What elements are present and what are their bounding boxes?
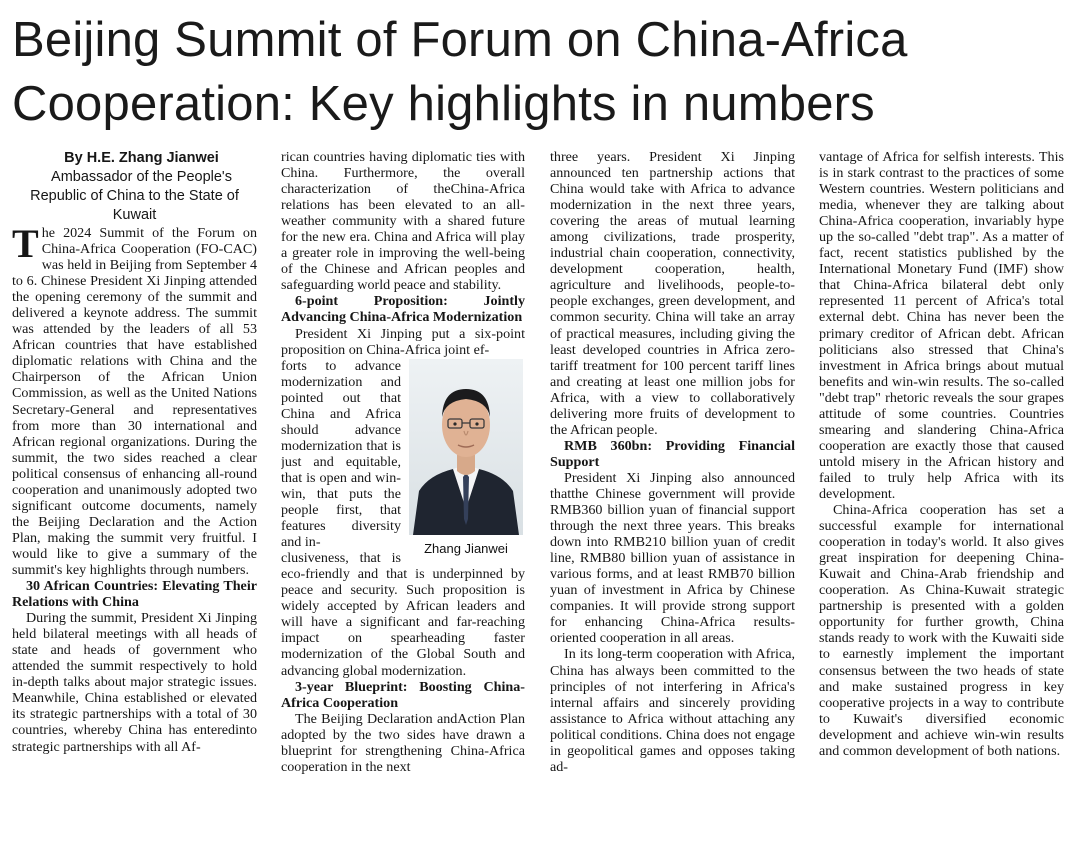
drop-cap: T (12, 221, 39, 266)
paragraph-bilateral-continued: rican countries having diplomatic ties with China. Furthermore, the overall characterization of theChina-Africa relations has been elevated to an all-weather community with a shared future for the new era. China and Africa will play a greater role in improving the well-being of the Chinese and African peoples and safeguarding world peace and stability. (281, 149, 525, 294)
author-photo-figure (407, 359, 525, 559)
subheading-rmb-360bn: RMB 360bn: Providing Financial Support (550, 437, 795, 470)
headline-line-1: Beijing Summit of Forum on China-Africa (12, 13, 908, 67)
paragraph-blueprint: The Beijing Declaration andAction Plan adopted by the two sides have drawn a blueprint for strengthening China-Africa cooperation in the next (281, 710, 525, 775)
lead-paragraph-text: he 2024 Summit of the Forum on China-Africa Cooperation (FO-CAC) was held in Beijing from September 4 to 6. Chinese President Xi Jinping attended the opening ceremony of the summit and delivered a keynote address. The summit was attended by the leaders of all 53 African countries that have established diplomatic relations with China and the Chairperson of the African Union Commission, as well as the United Nations Secretary-General and representatives from more than 30 international and African regional organizations. During the summit, the two sides reached a clear political consensus of enhancing all-round cooperation and unanimously adopted two significant outcome documents, namely the Beijing Declaration and the Action Plan, making the summit very fruitful. I would like to give a summary of the summit's key highlights through numbers. (12, 225, 257, 578)
headline-line-2: Cooperation: Key highlights in numbers (12, 77, 875, 131)
subheading-6-point: 6-point Proposition: Jointly Advancing China-Africa Modernization (281, 293, 525, 326)
lead-paragraph (12, 221, 257, 578)
article-column-2 (281, 149, 525, 839)
paragraph-proposition-intro: President Xi Jinping put a six-point proposition on China-Africa joint ef- (281, 325, 525, 358)
article-column-3 (550, 149, 795, 839)
subheading-3-year: 3-year Blueprint: Boosting China-Africa Cooperation (281, 678, 525, 711)
portrait-illustration (409, 359, 523, 535)
paragraph-financial-support: President Xi Jinping also announced thatthe Chinese government will provide RMB360 billion yuan of financial support through the next three years. This breaks down into RMB210 billion yuan of credit line, RMB80 billion yuan of assistance in various forms, and at least RMB70 billion yuan of investment in Africa by Chinese companies. It will provide strong support for enhancing China-Africa results-oriented cooperation in all areas. (550, 469, 795, 647)
byline-author: By H.E. Zhang Jianwei (64, 150, 219, 166)
author-photo (409, 359, 523, 535)
article-column-1 (12, 149, 257, 839)
byline-role: Ambassador of the People's Republic of China to the State of Kuwait (30, 169, 239, 223)
paragraph-conclusion: China-Africa cooperation has set a successful example for international cooperation in today's world. It also gives great inspiration for deepening China-Kuwait and China-Arab friendship and cooperation. As China-Kuwait strategic partnership is presented with a golden opportunity for further growth, China stands ready to work with the Kuwaiti side to earnestly implement the important consensus between the two heads of state and make sustained progress in key cooperative projects in a way to contribute to Kuwait's diversified economic development and achieve win-win results and common development of both nations. (819, 502, 1064, 759)
paragraph-blueprint-continued: three years. President Xi Jinping announced ten partnership actions that China would take with Africa to advance modernization in the next three years, covering the areas of mutual learning among civilizations, trade prosperity, industrial chain cooperation, connectivity, development cooperation, health, agriculture and livelihoods, people-to-people exchanges, green development, and common security. China will take an array of practical measures, including giving the least developed countries in Africa zero-tariff treatment for 100 percent tariff lines and creating at least one million jobs for Africa, with a view to collaboratively delivering more fruits of development to the African people. (550, 149, 795, 438)
paragraph-proposition-rest: clusiveness, that is eco-friendly and that is underpinned by peace and security. Such proposition is widely accepted by African leaders and will have a significant and far-reaching impact on spearheading faster modernization of the Global South and advancing global modernization. (281, 550, 525, 679)
photo-caption: Zhang Jianwei (424, 540, 508, 556)
paragraph-debt-trap: vantage of Africa for selfish interests. This is in stark contrast to the practices of some Western countries. Western politicians and media, whenever they are talking about China-Africa cooperation, invariably hype up the so-called "debt trap". As a matter of fact, recent statistics published by the International Monetary Fund (IMF) show that China-Africa bilateral debt only represented 11 percent of Africa's total external debt. China has never been the primary creditor of African debt. African politicians also stressed that China's investment in Africa brings about mutual benefits and win-win results. The so-called "debt trap" rhetoric reveals the sour grapes attitude of some countries. Countries smearing and slandering China-Africa cooperation are exactly those that caused untold misery in the African history and failed to truly help Africa with its development. (819, 149, 1064, 502)
article-column-4 (819, 149, 1064, 839)
paragraph-proposition-wrap: forts to advance modernization and pointed out that China and Africa should advance modernization that is just and equitable, that is open and win-win, that puts the people first, that features diversity and in- (281, 357, 401, 551)
paragraph-long-term-cooperation: In its long-term cooperation with Africa, China has always been committed to the principles of not interfering in Africa's internal affairs and sincerely providing assistance to Africa without attaching any political conditions. China does not engage in geopolitical games and opposes taking ad- (550, 646, 795, 775)
headline (12, 8, 1067, 136)
paragraph-bilateral-meetings: During the summit, President Xi Jinping held bilateral meetings with all heads of state and heads of government who attended the summit respectively to hold in-depth talks about major strategic issues. Meanwhile, China established or elevated its strategic partnerships with a total of 30 countries, whereby China has enteredinto strategic partnerships with all Af- (12, 610, 257, 755)
subheading-30-countries: 30 African Countries: Elevating Their Relations with China (12, 578, 257, 611)
